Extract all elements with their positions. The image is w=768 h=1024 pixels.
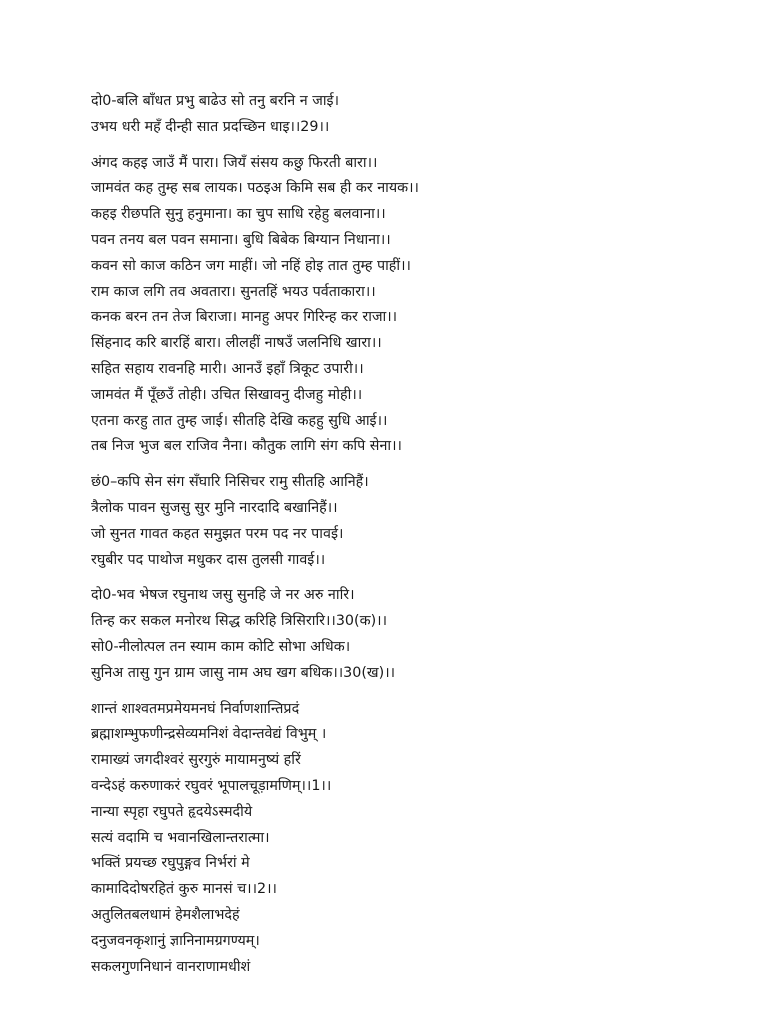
verse-line: तब निज भुज बल राजिव नैना। कौतुक लागि संग कपि सेना।।	[91, 438, 402, 455]
verse-line: दो0-बलि बाँधत प्रभु बाढेउ सो तनु बरनि न जाई।	[91, 93, 339, 109]
verse-line: दो0-भव भेषज रघुनाथ जसु सुनहि जे नर अरु नारि।	[91, 587, 355, 604]
verse-line: जो सुनत गावत कहत समुझत परम पद नर पावई।	[91, 525, 344, 542]
doha-sortha-30	[91, 583, 731, 686]
verse-line: सुनिअ तासु गुन ग्राम जासु नाम अघ खग बधिक।।30(ख)।।	[91, 664, 396, 681]
verse-line: अंगद कहइ जाउँ मैं पारा। जियँ संसय कछु फिरती बारा।।	[91, 154, 378, 171]
verse-line: जामवंत मैं पूँछउँ तोही। उचित सिखावनु दीजहु मोही।।	[91, 386, 363, 403]
verse-line: पवन तनय बल पवन समाना। बुधि बिबेक बिग्यान निधाना।।	[91, 231, 391, 248]
verse-line: कामादिदोषरहितं कुरु मानसं च।।2।।	[91, 881, 277, 898]
verse-line: उभय धरी महँ दीन्ही सात प्रदच्छिन धाइ।।29।।	[91, 118, 330, 135]
verse-line: भक्तिं प्रयच्छ रघुपुङ्गव निर्भरां मे	[91, 855, 250, 872]
verse-line: सिंहनाद करि बारहिं बारा। लीलहीं नाषउँ जलनिधि खारा।।	[91, 335, 382, 352]
chhand-block	[91, 470, 731, 573]
verse-line: सहित सहाय रावनहि मारी। आनउँ इहाँ त्रिकूट उपारी।।	[91, 360, 364, 377]
verse-line: नान्या स्पृहा रघुपते हृदयेऽस्मदीये	[91, 803, 253, 820]
document-page	[91, 89, 731, 990]
verse-line: कहइ रीछपति सुनु हनुमाना। का चुप साधि रहेहु बलवाना।।	[91, 206, 386, 223]
verse-line: जामवंत कह तुम्ह सब लायक। पठइअ किमि सब ही कर नायक।।	[91, 180, 419, 197]
chaupai-block	[91, 151, 731, 461]
verse-line: सो0-नीलोत्पल तन स्याम काम कोटि सोभा अधिक।	[91, 638, 351, 655]
verse-line: अतुलितबलधामं हेमशैलाभदेहं	[91, 906, 240, 923]
verse-line: सकलगुणनिधानं वानराणामधीशं	[91, 958, 251, 975]
verse-line: वन्देऽहं करुणाकरं रघुवरं भूपालचूड़ामणिम्।।1।।	[91, 777, 332, 794]
verse-line: सत्यं वदामि च भवानखिलान्तरात्मा।	[91, 829, 270, 846]
verse-line: दनुजवनकृशानुं ज्ञानिनामग्रगण्यम्।	[91, 932, 260, 949]
verse-line: कवन सो काज कठिन जग माहीं। जो नहिं होइ तात तुम्ह पाहीं।।	[91, 257, 411, 274]
verse-line: शान्तं शाश्वतमप्रमेयमनघं निर्वाणशान्तिप्रदं	[91, 700, 300, 717]
verse-line: राम काज लगि तव अवतारा। सुनतहिं भयउ पर्वताकारा।।	[91, 283, 376, 300]
verse-line: तिन्ह कर सकल मनोरथ सिद्ध करिहि त्रिसिरारि।।30(क)।।	[91, 613, 388, 630]
verse-line: एतना करहु तात तुम्ह जाई। सीतहि देखि कहहु सुधि आई।।	[91, 412, 388, 429]
sanskrit-shloka-block	[91, 697, 731, 981]
verse-line: रघुबीर पद पाथोज मधुकर दास तुलसी गावई।।	[91, 551, 326, 568]
doha-29	[91, 89, 731, 141]
verse-line: रामाख्यं जगदीश्वरं सुरगुरुं मायामनुष्यं हरिं	[91, 752, 301, 769]
verse-line: ब्रह्माशम्भुफणीन्द्रसेव्यमनिशं वेदान्तवेद्यं विभुम् ।	[91, 726, 327, 743]
verse-line: कनक बरन तन तेज बिराजा। मानहु अपर गिरिन्ह कर राजा।।	[91, 309, 398, 326]
verse-line: छं0–कपि सेन संग सँघारि निसिचर रामु सीतहि आनिहैं।	[91, 474, 369, 491]
verse-line: त्रैलोक पावन सुजसु सुर मुनि नारदादि बखानिहैं।।	[91, 499, 338, 516]
